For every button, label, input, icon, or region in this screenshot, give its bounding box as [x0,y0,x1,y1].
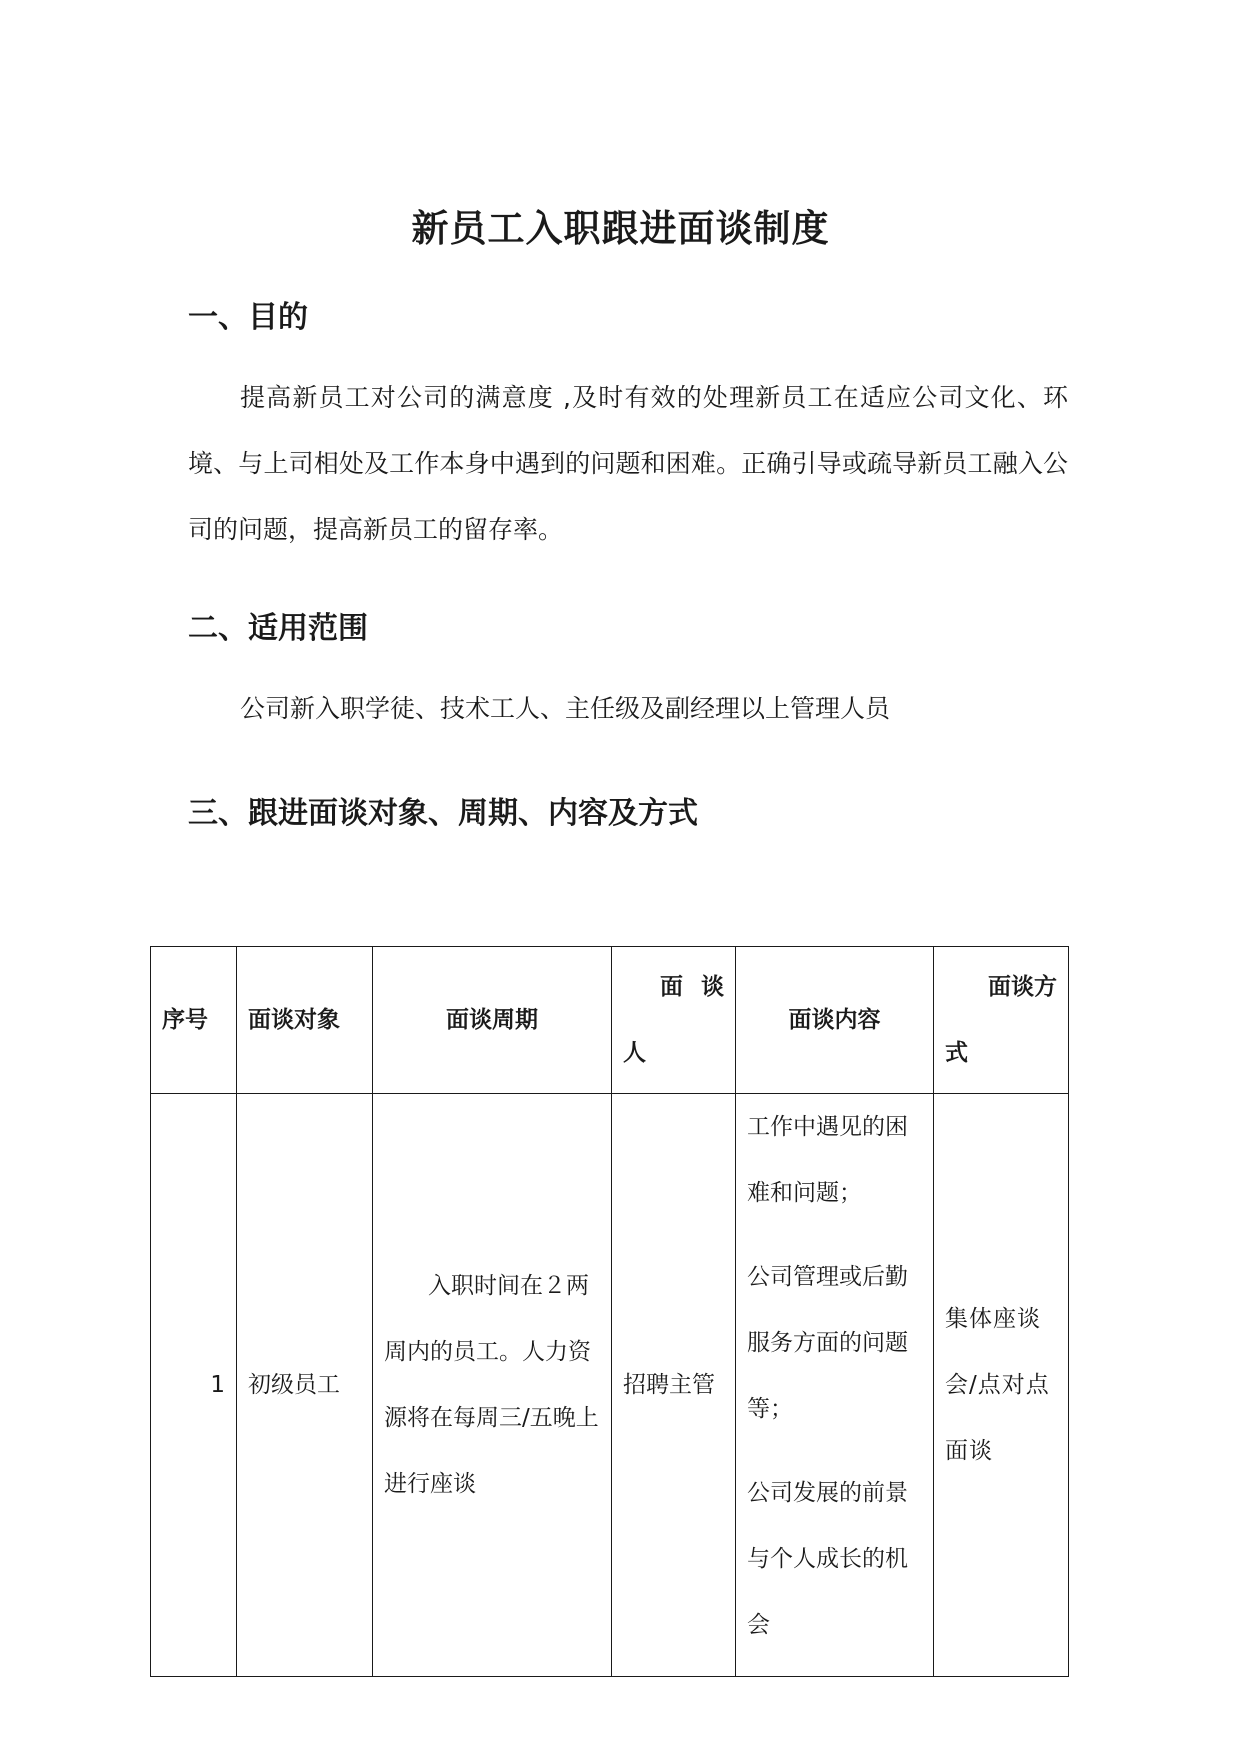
header-content: 面谈内容 [736,947,934,1094]
content-item: 公司发展的前景与个人成长的机会 [747,1480,908,1638]
cell-interviewer: 招聘主管 [612,1094,736,1677]
header-interviewer [612,947,742,1094]
cycle-text: 入职时间在２两周内的员工。人力资源将在每周三/五晚上进行座谈 [384,1273,599,1497]
section-heading-scope: 二、适用范围 [188,611,368,646]
document-title: 新员工入职跟进面谈制度 [411,207,830,250]
purpose-paragraph: 提高新员工对公司的满意度 ,及时有效的处理新员工在适应公司文化、环境、与上司相处及工作本身中遇到的问题和困难。正确引导或疏导新员工融入公司的问题，提高新员工的留存率。 [188,383,1068,544]
section-heading-purpose: 一、目的 [188,300,308,335]
header-method-line2: 式 [945,1040,968,1066]
cell-seq: 1 [151,1094,237,1677]
header-target: 面谈对象 [237,947,373,1094]
cell-cycle [373,1094,612,1677]
cell-method [934,1094,1069,1677]
section-heading-interview-schedule: 三、跟进面谈对象、周期、内容及方式 [188,796,698,831]
header-method-line1: 面谈方 [988,974,1057,1000]
content-item: 工作中遇见的困难和问题； [747,1114,908,1206]
content-item: 公司管理或后勤服务方面的问题等； [747,1264,908,1422]
header-interviewer-line2: 人 [623,1040,646,1066]
interview-schedule-table [150,946,1069,1677]
table-row [151,1094,1069,1677]
header-seq: 序号 [151,947,237,1094]
cell-content [736,1094,934,1677]
scope-paragraph: 公司新入职学徒、技术工人、主任级及副经理以上管理人员 [240,694,891,723]
header-interviewer-line1: 面谈 [660,974,742,1000]
table-header-row [151,947,1069,1094]
cell-target: 初级员工 [237,1094,373,1677]
method-text: 集体座谈会/点对点面谈 [945,1306,1050,1464]
header-method [934,947,1069,1094]
header-cycle: 面谈周期 [373,947,612,1094]
